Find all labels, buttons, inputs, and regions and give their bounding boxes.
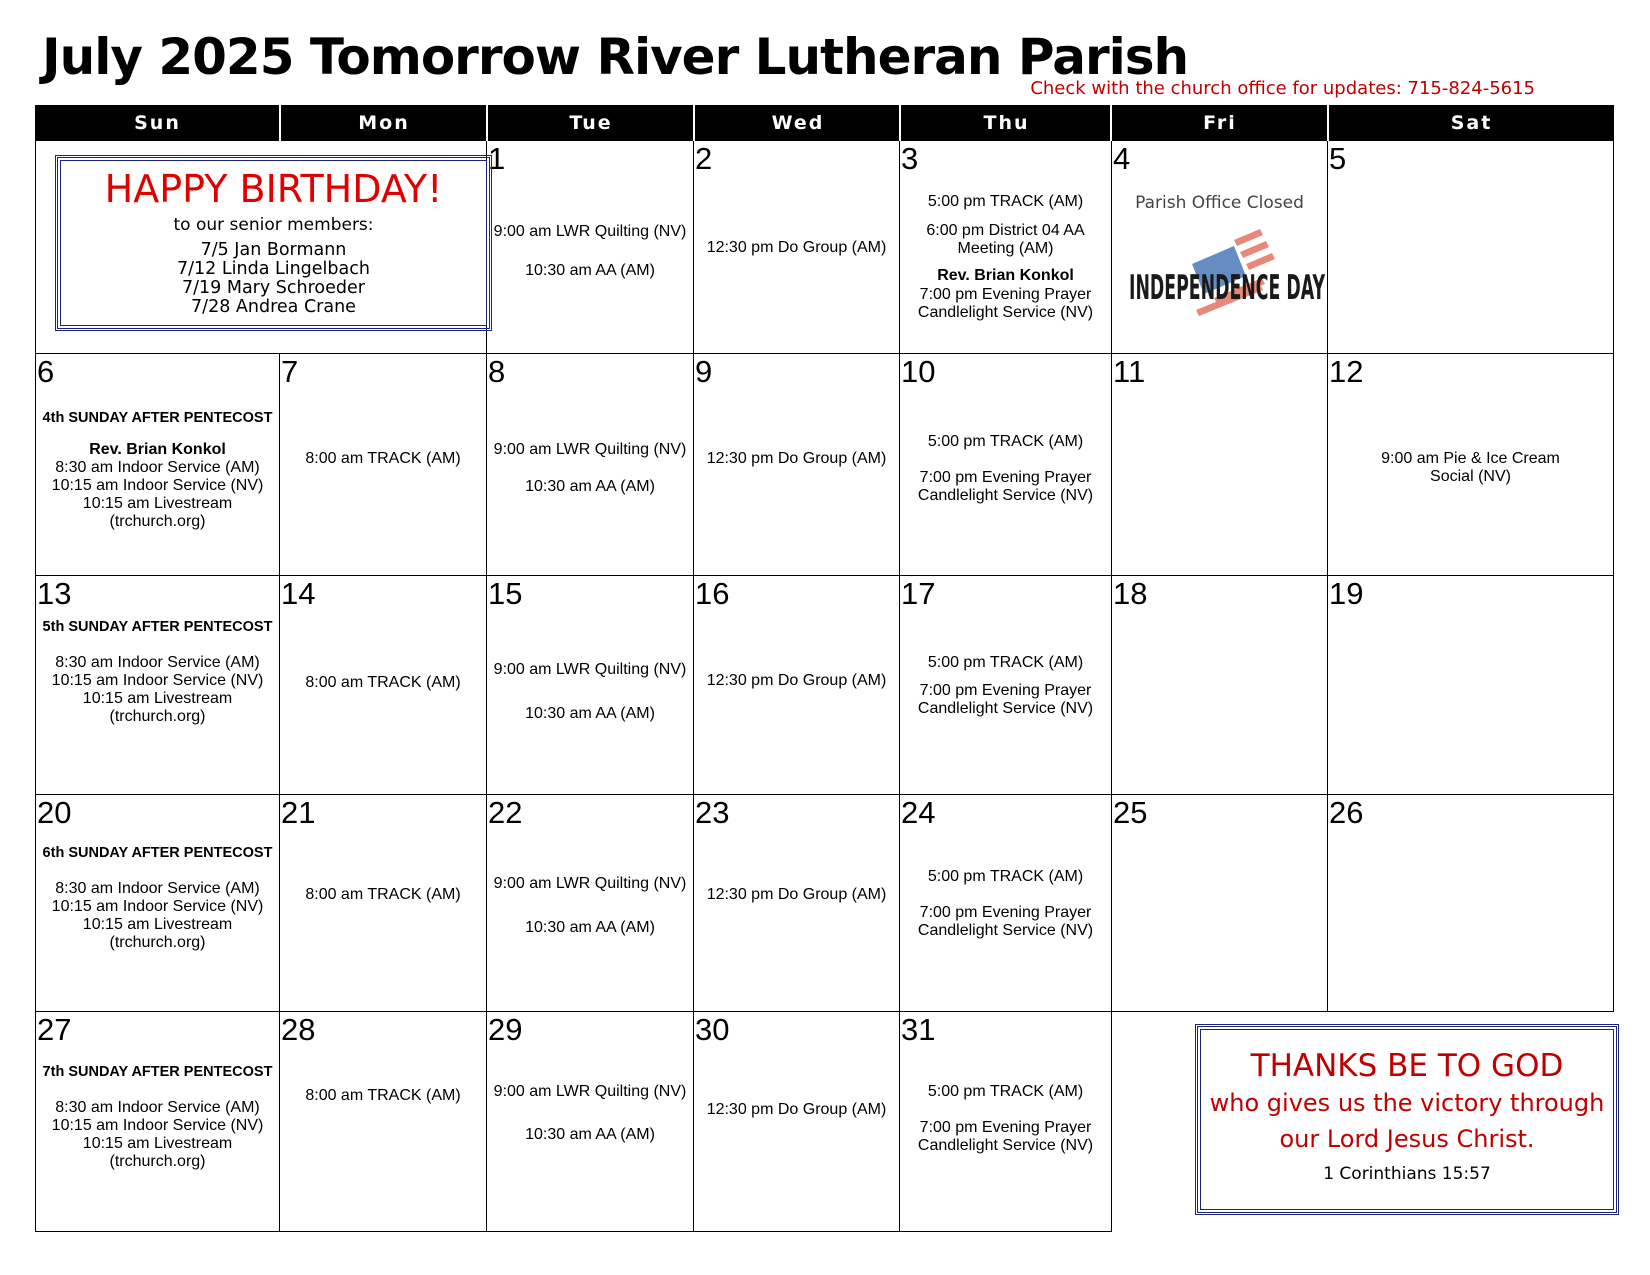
day-cell-22[interactable] (487, 795, 694, 1012)
event-evening-prayer: 7:00 pm Evening Prayer (919, 904, 1092, 921)
day-number: 5 (1329, 141, 1347, 176)
event-aa: 10:30 am AA (AM) (525, 1126, 655, 1143)
event-candlelight: Candlelight Service (NV) (917, 304, 1094, 321)
event-do-group: 12:30 pm Do Group (AM) (706, 672, 887, 689)
event-evening-prayer: 7:00 pm Evening Prayer (919, 286, 1092, 303)
day-cell-24[interactable] (900, 795, 1112, 1012)
event-track: 8:00 am TRACK (AM) (305, 1087, 461, 1104)
liturgical-day: 6th SUNDAY AFTER PENTECOST (42, 845, 273, 861)
day-number: 4 (1113, 141, 1131, 176)
event-aa: 10:30 am AA (AM) (525, 705, 655, 722)
day-cell-10[interactable] (900, 354, 1112, 576)
event-livestream: 10:15 am Livestream (82, 495, 233, 512)
livestream-site: (trchurch.org) (109, 1153, 206, 1170)
day-number: 6 (37, 354, 55, 389)
event-candlelight: Candlelight Service (NV) (917, 700, 1094, 717)
day-cell-6[interactable] (35, 354, 280, 576)
day-cell-8[interactable] (487, 354, 694, 576)
scripture-line-2: who gives us the victory through (1209, 1089, 1605, 1117)
event-track: 5:00 pm TRACK (AM) (927, 868, 1084, 885)
day-cell-28[interactable] (280, 1012, 487, 1232)
birthday-member: 7/19 Mary Schroeder (182, 278, 365, 298)
event-service-am: 8:30 am Indoor Service (AM) (55, 880, 260, 897)
event-pastor: Rev. Brian Konkol (89, 441, 226, 458)
liturgical-day: 4th SUNDAY AFTER PENTECOST (42, 410, 273, 426)
weekday-fri: Fri (1203, 112, 1237, 134)
event-track: 5:00 pm TRACK (AM) (927, 1083, 1084, 1100)
event-track: 8:00 am TRACK (AM) (305, 886, 461, 903)
day-number: 22 (488, 795, 523, 830)
day-number: 26 (1329, 795, 1364, 830)
event-evening-prayer: 7:00 pm Evening Prayer (919, 1119, 1092, 1136)
day-number: 12 (1329, 354, 1364, 389)
scripture-line-3: our Lord Jesus Christ. (1279, 1125, 1535, 1153)
event-quilting: 9:00 am LWR Quilting (NV) (493, 875, 687, 892)
livestream-site: (trchurch.org) (109, 513, 206, 530)
day-cell-23[interactable] (694, 795, 900, 1012)
day-cell-17[interactable] (900, 576, 1112, 795)
independence-day-logo (1122, 226, 1332, 331)
day-cell-7[interactable] (280, 354, 487, 576)
day-cell-31[interactable] (900, 1012, 1112, 1232)
event-district-aa: 6:00 pm District 04 AA Meeting (AM) (926, 222, 1085, 257)
day-number: 21 (281, 795, 316, 830)
event-track: 5:00 pm TRACK (AM) (927, 433, 1084, 450)
event-aa: 10:30 am AA (AM) (525, 919, 655, 936)
day-number: 9 (695, 354, 713, 389)
event-service-nv: 10:15 am Indoor Service (NV) (51, 898, 264, 915)
event-service-nv: 10:15 am Indoor Service (NV) (51, 672, 264, 689)
day-number: 14 (281, 576, 316, 611)
day-number: 25 (1113, 795, 1148, 830)
weekday-header (35, 105, 1614, 141)
svg-text:INDEPENDENCE DAY: INDEPENDENCE DAY (1129, 268, 1326, 308)
day-cell-21[interactable] (280, 795, 487, 1012)
birthday-heading: HAPPY BIRTHDAY! (104, 167, 443, 211)
event-quilting: 9:00 am LWR Quilting (NV) (493, 441, 687, 458)
event-service-nv: 10:15 am Indoor Service (NV) (51, 477, 264, 494)
event-do-group: 12:30 pm Do Group (AM) (706, 239, 887, 256)
event-do-group: 12:30 pm Do Group (AM) (706, 1101, 887, 1118)
day-number: 8 (488, 354, 506, 389)
scripture-box (1195, 1024, 1619, 1215)
day-cell-9[interactable] (694, 354, 900, 576)
event-quilting: 9:00 am LWR Quilting (NV) (493, 223, 687, 240)
birthday-box (55, 155, 492, 331)
day-cell-3[interactable] (900, 141, 1112, 354)
day-number: 13 (37, 576, 72, 611)
day-cell-13[interactable] (35, 576, 280, 795)
birthday-member: 7/5 Jan Bormann (200, 240, 347, 260)
event-pie-social: 9:00 am Pie & Ice Cream Social (NV) (1381, 450, 1560, 485)
liturgical-day: 7th SUNDAY AFTER PENTECOST (42, 1064, 273, 1080)
weekday-thu: Thu (983, 112, 1030, 134)
event-candlelight: Candlelight Service (NV) (917, 487, 1094, 504)
day-number: 23 (695, 795, 730, 830)
event-track: 8:00 am TRACK (AM) (305, 450, 461, 467)
office-closed-note: Parish Office Closed (1135, 193, 1304, 213)
day-number: 19 (1329, 576, 1364, 611)
event-service-am: 8:30 am Indoor Service (AM) (55, 1099, 260, 1116)
day-cell-20[interactable] (35, 795, 280, 1012)
event-do-group: 12:30 pm Do Group (AM) (706, 886, 887, 903)
day-cell-19[interactable] (1328, 576, 1614, 795)
event-pastor: Rev. Brian Konkol (937, 267, 1074, 284)
event-livestream: 10:15 am Livestream (82, 1135, 233, 1152)
day-number: 28 (281, 1012, 316, 1047)
day-cell-11[interactable] (1112, 354, 1328, 576)
event-livestream: 10:15 am Livestream (82, 690, 233, 707)
event-livestream: 10:15 am Livestream (82, 916, 233, 933)
day-number: 24 (901, 795, 936, 830)
day-cell-16[interactable] (694, 576, 900, 795)
event-service-nv: 10:15 am Indoor Service (NV) (51, 1117, 264, 1134)
scripture-reference: 1 Corinthians 15:57 (1323, 1164, 1491, 1184)
weekday-mon: Mon (358, 112, 410, 134)
day-cell-18[interactable] (1112, 576, 1328, 795)
day-number: 27 (37, 1012, 72, 1047)
day-number: 31 (901, 1012, 936, 1047)
scripture-line-1: THANKS BE TO GOD (1250, 1048, 1564, 1084)
day-number: 20 (37, 795, 72, 830)
weekday-wed: Wed (771, 112, 825, 134)
day-number: 2 (695, 141, 713, 176)
day-cell-29[interactable] (487, 1012, 694, 1232)
liturgical-day: 5th SUNDAY AFTER PENTECOST (42, 619, 273, 635)
day-number: 15 (488, 576, 523, 611)
day-number: 11 (1113, 354, 1146, 389)
livestream-site: (trchurch.org) (109, 708, 206, 725)
event-aa: 10:30 am AA (AM) (525, 478, 655, 495)
day-cell-14[interactable] (280, 576, 487, 795)
day-cell-12[interactable] (1328, 354, 1614, 576)
day-cell-25[interactable] (1112, 795, 1328, 1012)
weekday-sat: Sat (1450, 112, 1493, 134)
day-number: 16 (695, 576, 730, 611)
day-cell-27[interactable] (35, 1012, 280, 1232)
weekday-tue: Tue (569, 112, 613, 134)
day-cell-4[interactable] (1112, 141, 1328, 354)
event-track: 5:00 pm TRACK (AM) (927, 654, 1084, 671)
birthday-member: 7/12 Linda Lingelbach (177, 259, 370, 279)
event-service-am: 8:30 am Indoor Service (AM) (55, 654, 260, 671)
event-evening-prayer: 7:00 pm Evening Prayer (919, 682, 1092, 699)
office-notice: Check with the church office for updates: 715-824-5615 (1030, 78, 1535, 99)
day-number: 30 (695, 1012, 730, 1047)
day-number: 3 (901, 141, 919, 176)
day-cell-5[interactable] (1328, 141, 1614, 354)
event-service-am: 8:30 am Indoor Service (AM) (55, 459, 260, 476)
day-number: 7 (281, 354, 299, 389)
day-number: 29 (488, 1012, 523, 1047)
day-number: 17 (901, 576, 936, 611)
event-do-group: 12:30 pm Do Group (AM) (706, 450, 887, 467)
day-cell-30[interactable] (694, 1012, 900, 1232)
day-number: 10 (901, 354, 936, 389)
calendar-title: July 2025 Tomorrow River Lutheran Parish (42, 28, 1189, 86)
event-evening-prayer: 7:00 pm Evening Prayer (919, 469, 1092, 486)
day-cell-1[interactable] (487, 141, 694, 354)
event-quilting: 9:00 am LWR Quilting (NV) (493, 661, 687, 678)
event-quilting: 9:00 am LWR Quilting (NV) (493, 1083, 687, 1100)
livestream-site: (trchurch.org) (109, 934, 206, 951)
day-cell-15[interactable] (487, 576, 694, 795)
event-aa: 10:30 am AA (AM) (525, 262, 655, 279)
weekday-sun: Sun (134, 112, 181, 134)
day-number: 18 (1113, 576, 1148, 611)
event-track: 5:00 pm TRACK (AM) (927, 193, 1084, 210)
birthday-member: 7/28 Andrea Crane (191, 297, 356, 317)
event-candlelight: Candlelight Service (NV) (917, 922, 1094, 939)
day-cell-26[interactable] (1328, 795, 1614, 1012)
event-candlelight: Candlelight Service (NV) (917, 1137, 1094, 1154)
day-number: 1 (488, 141, 506, 176)
birthday-subtitle: to our senior members: (173, 215, 374, 235)
day-cell-2[interactable] (694, 141, 900, 354)
event-track: 8:00 am TRACK (AM) (305, 674, 461, 691)
